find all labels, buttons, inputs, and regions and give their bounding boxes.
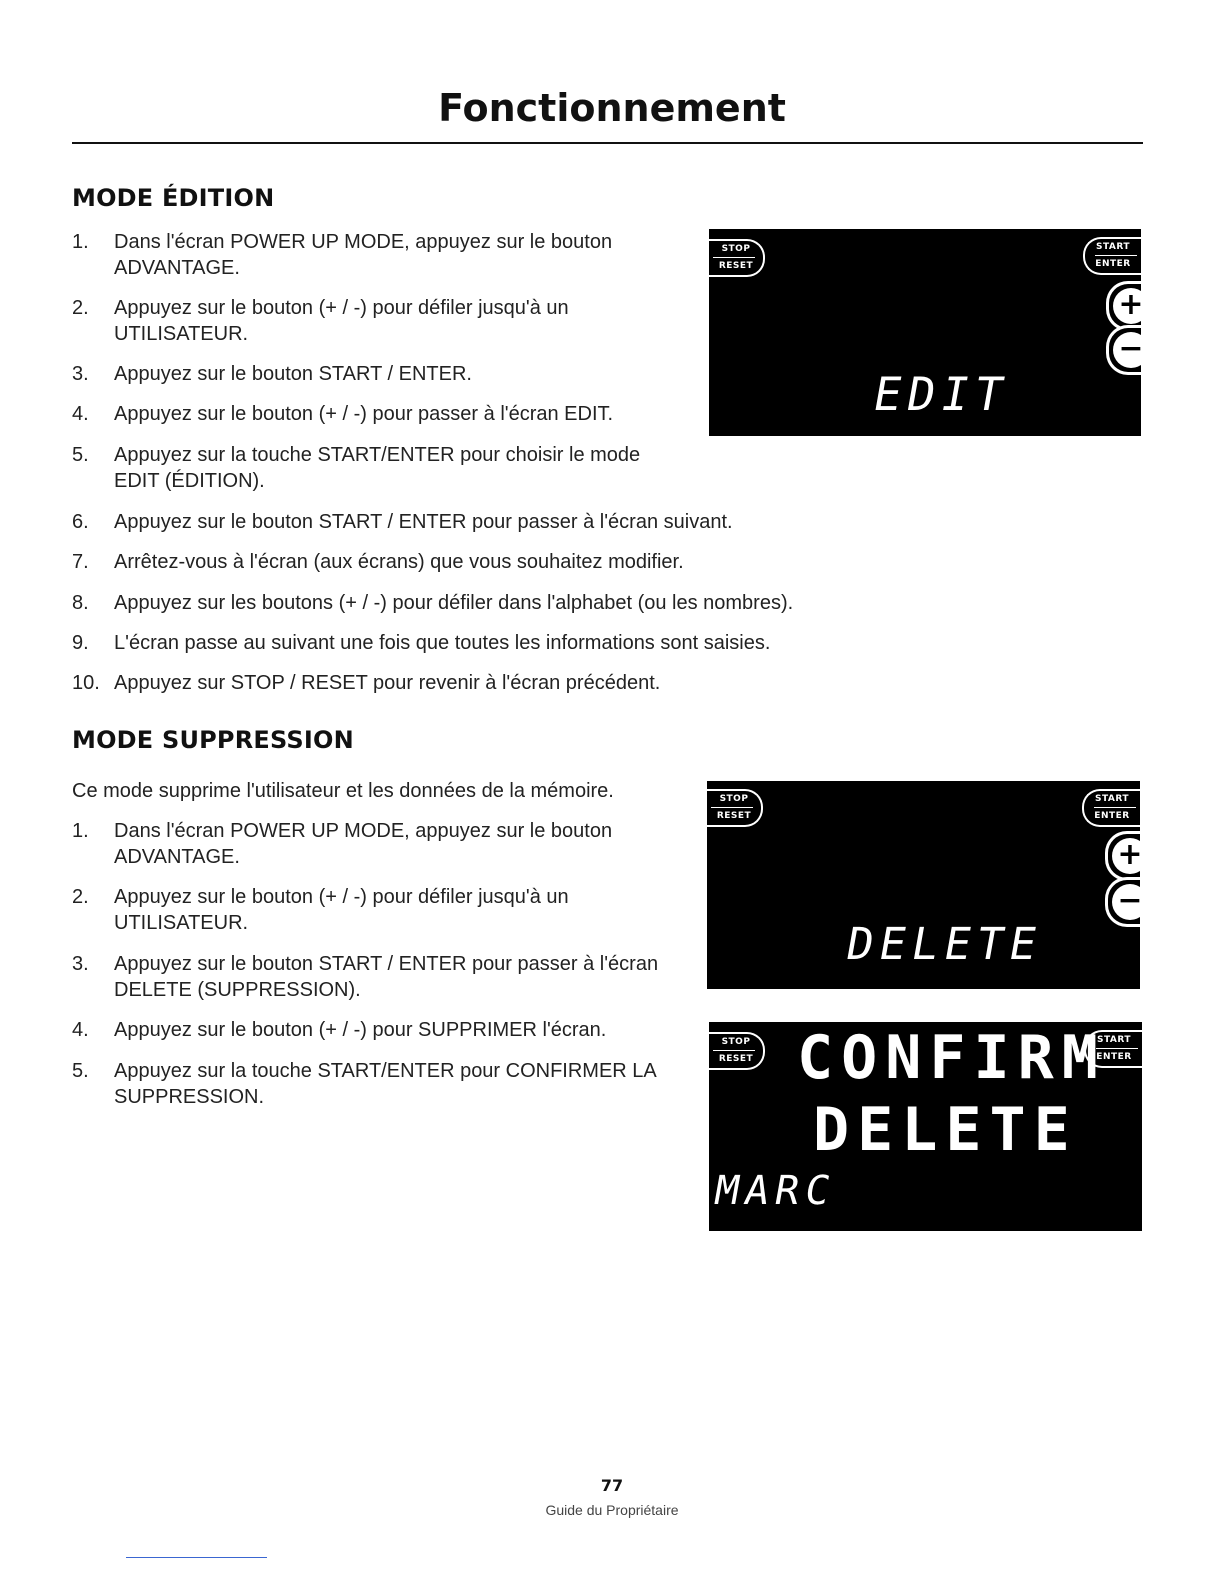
page-number: 77 <box>600 1476 624 1495</box>
list-item: 6. Appuyez sur le bouton START / ENTER pour passer à l'écran suivant. <box>72 511 733 533</box>
delete-intro: Ce mode supprime l'utilisateur et les données de la mémoire. <box>72 780 614 802</box>
list-item: 3. Appuyez sur le bouton START / ENTER pour passer à l'écran DELETE (SUPPRESSION). <box>72 953 659 1001</box>
delete-section-heading: MODE SUPPRESSION <box>72 726 354 754</box>
lcd-text-delete: DELETE <box>842 919 1047 970</box>
list-item: 2. Appuyez sur le bouton (+ / -) pour défiler jusqu'à un UTILISATEUR. <box>72 297 569 345</box>
list-item: 4. Appuyez sur le bouton (+ / -) pour SUPPRIMER l'écran. <box>72 1019 607 1041</box>
plus-icon: + <box>1113 288 1149 324</box>
minus-icon: − <box>1112 884 1148 920</box>
scan-artifact-line <box>126 1557 267 1558</box>
console-screen-edit <box>709 229 1144 436</box>
plus-icon: + <box>1112 838 1148 874</box>
start-enter-button: START ENTER <box>1084 1030 1142 1068</box>
stop-reset-button: STOP RESET <box>709 239 765 277</box>
page-title: Fonctionnement <box>438 86 786 130</box>
plus-button <box>1105 831 1143 881</box>
list-item: 10. Appuyez sur STOP / RESET pour revenir à l'écran précédent. <box>72 672 661 694</box>
minus-button <box>1105 877 1143 927</box>
edit-section-heading: MODE ÉDITION <box>72 184 275 212</box>
list-item: 2. Appuyez sur le bouton (+ / -) pour défiler jusqu'à un UTILISATEUR. <box>72 886 569 934</box>
lcd-text-edit: EDIT <box>869 367 1014 421</box>
list-item: 1. Dans l'écran POWER UP MODE, appuyez sur le bouton ADVANTAGE. <box>72 231 613 279</box>
lcd-user-name: MARC <box>710 1168 840 1214</box>
dot-matrix-confirm: CONFIRM <box>797 1023 1106 1093</box>
start-enter-button: START ENTER <box>1083 237 1141 275</box>
list-item: 7. Arrêtez-vous à l'écran (aux écrans) que vous souhaitez modifier. <box>72 551 684 573</box>
plus-button <box>1106 281 1144 331</box>
list-item: 9. L'écran passe au suivant une fois que toutes les informations sont saisies. <box>72 632 771 654</box>
minus-icon: − <box>1113 332 1149 368</box>
minus-button <box>1106 325 1144 375</box>
console-screen-delete <box>707 781 1143 989</box>
list-item: 5. Appuyez sur la touche START/ENTER pour choisir le mode EDIT (ÉDITION). <box>72 444 641 492</box>
start-enter-button: START ENTER <box>1082 789 1140 827</box>
title-divider <box>72 142 1143 144</box>
console-screen-confirm <box>709 1022 1142 1231</box>
stop-reset-button: STOP RESET <box>709 1032 765 1070</box>
list-item: 3. Appuyez sur le bouton START / ENTER. <box>72 363 472 385</box>
guide-label: Guide du Propriétaire <box>545 1502 679 1518</box>
dot-matrix-delete: DELETE <box>813 1095 1078 1165</box>
list-item: 5. Appuyez sur la touche START/ENTER pour CONFIRMER LA SUPPRESSION. <box>72 1060 657 1108</box>
list-item: 8. Appuyez sur les boutons (+ / -) pour défiler dans l'alphabet (ou les nombres). <box>72 592 794 614</box>
list-item: 1. Dans l'écran POWER UP MODE, appuyez sur le bouton ADVANTAGE. <box>72 820 613 868</box>
list-item: 4. Appuyez sur le bouton (+ / -) pour passer à l'écran EDIT. <box>72 403 614 425</box>
stop-reset-button: STOP RESET <box>707 789 763 827</box>
